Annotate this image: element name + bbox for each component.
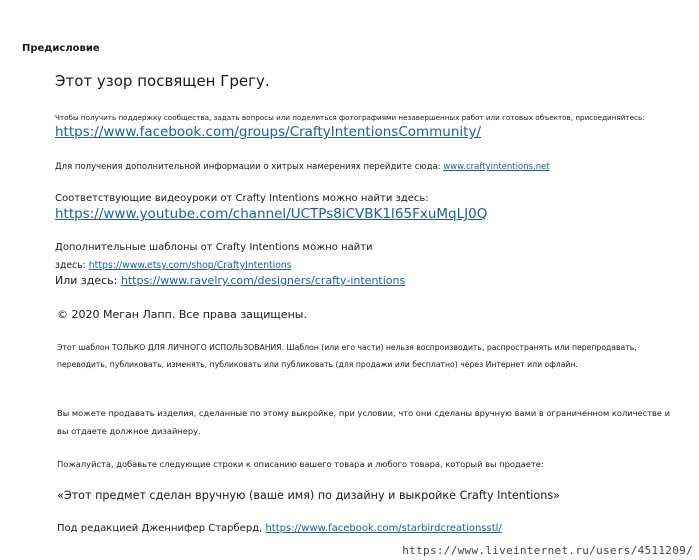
community-link[interactable]: https://www.facebook.com/groups/CraftyIntentionsCommunity/ xyxy=(55,124,482,140)
etsy-link[interactable]: https://www.etsy.com/shop/CraftyIntentions xyxy=(88,260,292,271)
ravelry-line xyxy=(55,274,405,287)
video-link[interactable]: https://www.youtube.com/channel/UCTPs8iCVBK1I65FxuMqLJ0Q xyxy=(55,206,488,222)
ravelry-prefix: Или здесь: xyxy=(55,274,121,287)
please-add-text: Пожалуйста, добавьте следующие строки к описанию вашего товара и любого товара, который вы продаете: xyxy=(57,459,544,469)
personal-use-line-1: Этот шаблон ТОЛЬКО ДЛЯ ЛИЧНОГО ИСПОЛЬЗОВАНИЯ. Шаблон (или его части) нельзя воспроизводить, распространять или перепродавать, xyxy=(57,343,637,352)
info-link[interactable]: www.craftyintentions.net xyxy=(443,162,550,172)
page-heading: Предисловие xyxy=(22,43,100,54)
edited-by-line xyxy=(57,523,502,534)
copyright-text: © 2020 Меган Лапп. Все права защищены. xyxy=(57,308,307,321)
video-text: Соответствующие видеоуроки от Crafty Intentions можно найти здесь: xyxy=(55,193,429,204)
ravelry-link[interactable]: https://www.ravelry.com/designers/crafty-intentions xyxy=(120,274,406,287)
dedication-text: Этот узор посвящен Грегу. xyxy=(55,72,270,90)
attribution-quote: «Этот предмет сделан вручную (ваше имя) по дизайну и выкройке Crafty Intentions» xyxy=(57,489,560,502)
etsy-line xyxy=(55,260,292,271)
watermark-url: https://www.liveinternet.ru/users/4511209/ xyxy=(402,544,693,557)
community-text: Чтобы получить поддержку сообщества, задать вопросы или поделиться фотографиями незавершенных работ или готовых объектов, присоединяйтесь: xyxy=(55,113,645,122)
info-line xyxy=(55,162,550,172)
edited-by-text: Под редакцией Дженнифер Старберд, xyxy=(57,523,266,534)
info-text: Для получения дополнительной информации о хитрых намерениях перейдите сюда: xyxy=(55,162,444,172)
edited-by-link[interactable]: https://www.facebook.com/starbirdcreationsstl/ xyxy=(265,523,502,534)
sell-line-1: Вы можете продавать изделия, сделанные по этому выкройке, при условии, что они сделаны вручную вами в ограниченном количестве и xyxy=(57,408,671,418)
sell-line-2: вы отдаете должное дизайнеру. xyxy=(57,426,201,436)
personal-use-line-2: переводить, публиковать, изменять, публиковать или публиковать (для продажи или бесплатно) через Интернет или офлайн. xyxy=(57,360,578,369)
patterns-text: Дополнительные шаблоны от Crafty Intentions можно найти xyxy=(55,242,373,253)
etsy-prefix: здесь: xyxy=(55,260,89,271)
